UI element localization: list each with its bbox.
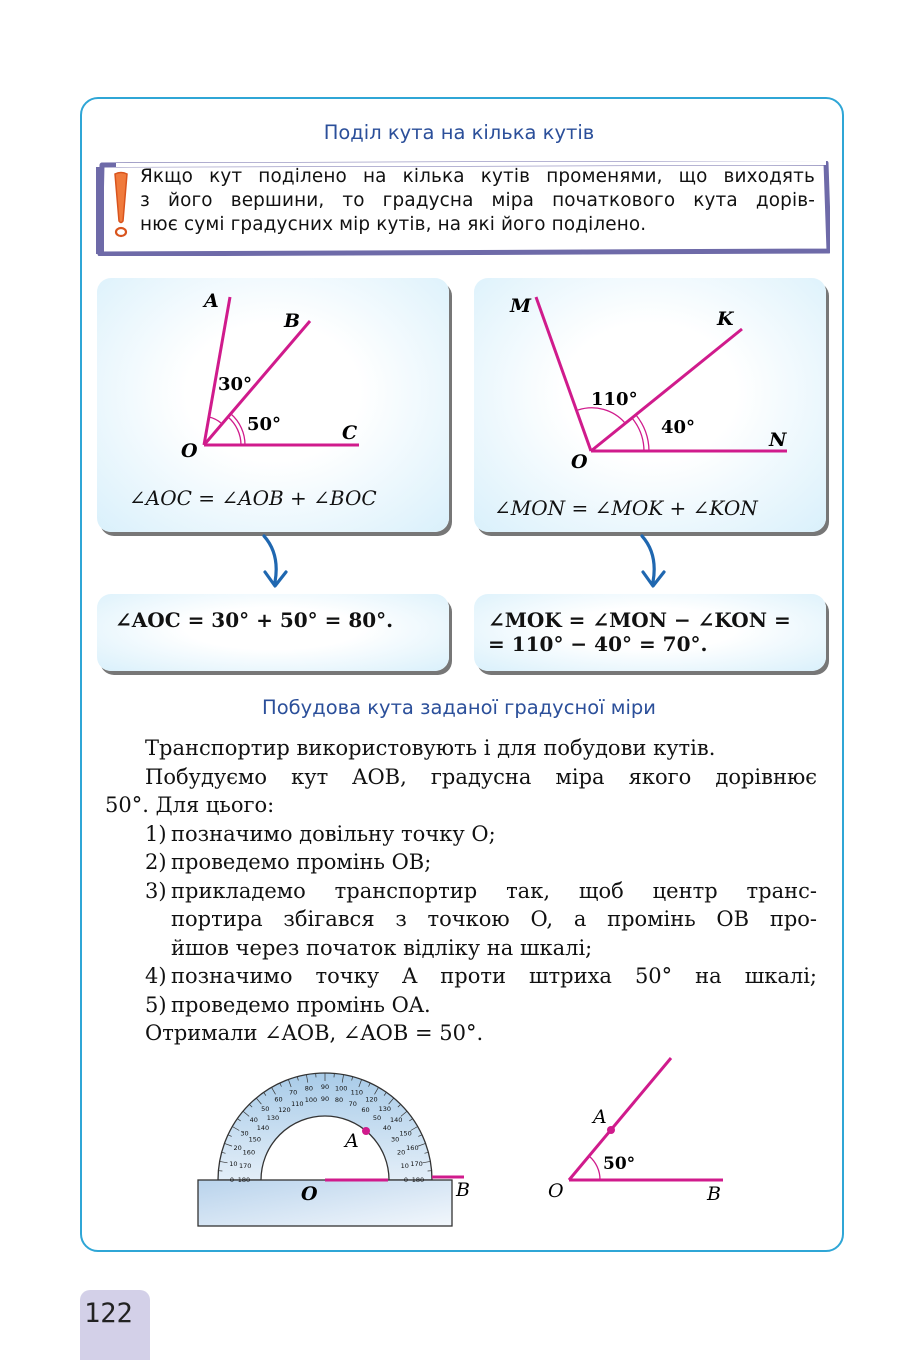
step-item (105, 848, 817, 877)
angle-label-30: 30° (218, 374, 253, 395)
label-b: B (707, 1183, 721, 1205)
protractor-outer-label: 160 (406, 1144, 419, 1153)
protractor-inner-label: 90 (320, 1095, 330, 1103)
protractor-inner-label: 80 (334, 1096, 344, 1105)
protractor-outer-label: 110 (350, 1088, 364, 1097)
label-b: B (284, 310, 301, 332)
step-text: позначимо точку A проти штриха 50° на шкалі; (171, 964, 817, 988)
section-title-angle-construction: Побудова кута заданої градусної міри (262, 696, 656, 719)
conclusion: Отримали ∠AOB, ∠AOB = 50°. (145, 1021, 484, 1045)
right-result-line-1: ∠MOK = ∠MON − ∠KON = (488, 608, 791, 632)
protractor-inner-label: 150 (248, 1135, 262, 1144)
protractor-outer-label: 60 (274, 1095, 283, 1104)
arc-boc (228, 417, 241, 445)
protractor-inner-label: 10 (400, 1161, 409, 1170)
intro-line: Побудуємо кут AOB, градусна міра якого дорівнює (145, 764, 817, 789)
arc-kon-2 (636, 415, 649, 451)
label-o: O (301, 1183, 318, 1205)
ray-om (536, 297, 591, 451)
protractor-inner-label: 170 (239, 1161, 252, 1170)
step-item (105, 820, 817, 849)
protractor-outer-label: 130 (378, 1104, 391, 1113)
protractor-outer-label: 10 (229, 1159, 238, 1168)
protractor-outer-label: 120 (365, 1095, 378, 1104)
protractor-outer-label: 150 (399, 1129, 412, 1138)
step-number: 1) (145, 821, 167, 846)
step-number: 3) (145, 878, 167, 903)
step-item (105, 991, 817, 1020)
protractor-outer-label: 40 (249, 1116, 258, 1125)
protractor-outer-label: 50 (261, 1104, 270, 1113)
left-figure-card (97, 278, 449, 532)
protractor-inner-label: 100 (304, 1096, 318, 1105)
protractor-outer-label: 30 (240, 1129, 249, 1138)
rule-line: нює сумі градусних мір кутів, на які його поділено. (140, 214, 647, 235)
step-text: позначимо довільну точку O; (171, 821, 496, 846)
arc-aob (209, 417, 221, 423)
label-a: A (204, 290, 219, 312)
step-text: проведемо промінь OA. (171, 992, 431, 1017)
protractor-inner-label: 50 (372, 1113, 382, 1122)
right-formula: ∠MON = ∠MOK + ∠KON (494, 496, 758, 520)
section-title-angle-division: Поділ кута на кілька кутів (323, 121, 595, 144)
protractor-inner-label: 30 (391, 1135, 400, 1144)
angle-label-50: 50° (603, 1154, 636, 1174)
label-a: A (345, 1130, 359, 1152)
protractor-inner-label: 110 (291, 1099, 304, 1108)
label-a: A (593, 1106, 607, 1128)
arrow-down-icon (636, 534, 672, 590)
label-o: O (548, 1180, 564, 1202)
rule-line: Якщо кут поділено на кілька кутів променями, що виходять (140, 166, 815, 187)
intro-line: 50°. Для цього: (105, 793, 275, 817)
protractor-outer-label: 0 (229, 1176, 235, 1184)
protractor-inner-label: 40 (382, 1123, 392, 1132)
point-a (362, 1127, 370, 1135)
right-angle-diagram (474, 278, 826, 532)
step-number: 2) (145, 850, 167, 874)
label-o: O (181, 440, 198, 462)
rule-text (140, 165, 815, 237)
protractor-outer-label: 20 (233, 1144, 242, 1153)
protractor-outer-label: 90 (320, 1083, 330, 1091)
label-m: M (510, 295, 532, 317)
protractor-inner-label: 140 (256, 1123, 270, 1132)
protractor-inner-label: 130 (266, 1113, 280, 1122)
angle-arc (589, 1156, 600, 1180)
right-result-card (474, 594, 826, 671)
label-n: N (769, 429, 787, 451)
protractor-inner-label: 180 (237, 1176, 251, 1184)
protractor-outer-label: 70 (289, 1088, 298, 1097)
protractor-inner-label: 70 (348, 1099, 357, 1108)
angle-label-40: 40° (661, 417, 696, 438)
step-number: 5) (145, 992, 167, 1017)
step-item (105, 962, 817, 991)
protractor-diagram (190, 1052, 480, 1232)
protractor-outer-label: 140 (390, 1116, 403, 1125)
protractor-inner-label: 120 (278, 1105, 291, 1114)
protractor-inner-label: 160 (242, 1148, 256, 1157)
protractor-outer-label: 80 (304, 1084, 313, 1093)
point-a (607, 1126, 615, 1134)
page-number: 122 (84, 1298, 133, 1329)
left-result: ∠AOC = 30° + 50° = 80°. (115, 608, 394, 632)
rule-line: з його вершини, то градусна міра початкового кута дорів- (140, 190, 815, 211)
step-number: 4) (145, 964, 167, 988)
protractor-outer-label: 180 (411, 1176, 425, 1184)
step-text: прикладемо транспортир так, щоб центр транс- (171, 878, 817, 903)
label-b: B (456, 1179, 470, 1201)
label-c: C (342, 422, 358, 444)
step-item (105, 877, 817, 963)
label-k: K (717, 308, 734, 330)
angle-label-50: 50° (247, 414, 282, 435)
protractor-base (198, 1180, 452, 1226)
step-text: проведемо промінь OB; (171, 850, 432, 874)
exclamation-icon (110, 171, 132, 241)
left-formula: ∠AOC = ∠AOB + ∠BOC (129, 486, 377, 510)
protractor-outer-label: 100 (334, 1084, 348, 1093)
step-text: йшов через початок відліку на шкалі; (171, 935, 593, 960)
left-result-card (97, 594, 449, 671)
protractor-inner-label: 20 (396, 1148, 406, 1157)
step-text: портира збігався з точкою O, а промінь OB про- (171, 907, 817, 931)
construction-text (105, 734, 817, 1048)
label-o: O (571, 451, 588, 473)
right-figure-card (474, 278, 826, 532)
angle-label-110: 110° (591, 389, 638, 410)
protractor-inner-label: 0 (403, 1176, 409, 1184)
ray-oa (204, 297, 230, 445)
intro-line: Транспортир використовують і для побудови кутів. (145, 736, 716, 760)
right-result-line-2: = 110° − 40° = 70°. (488, 632, 708, 656)
arc-mok (578, 408, 625, 423)
arrow-down-icon (258, 534, 294, 590)
protractor-inner-label: 60 (361, 1105, 370, 1114)
protractor-outer-label: 170 (410, 1159, 423, 1168)
angle-aob-diagram (540, 1052, 740, 1212)
rule-box (96, 161, 830, 256)
